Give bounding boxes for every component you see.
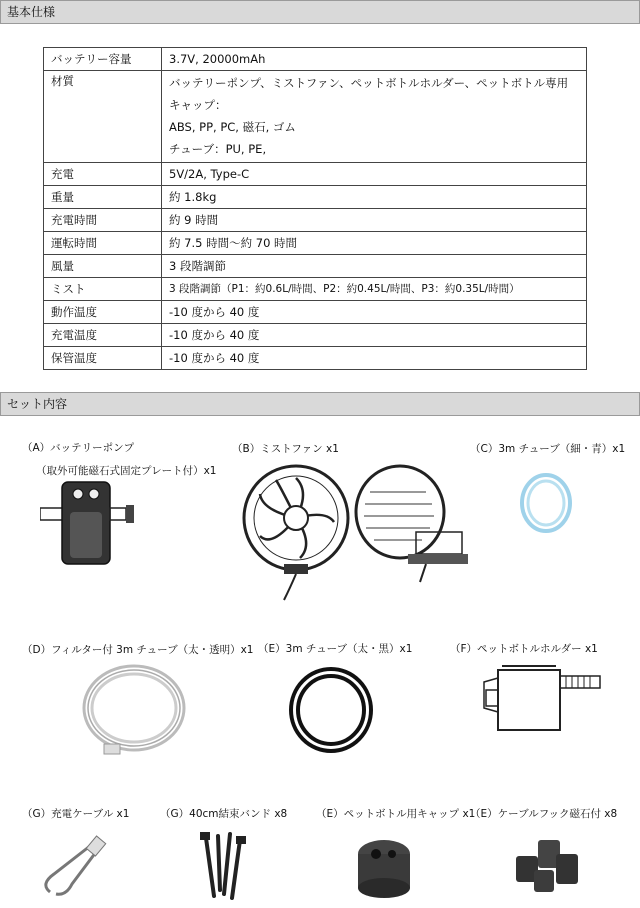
spec-label: 充電温度 (44, 324, 162, 347)
battery-pump-illustration (40, 478, 140, 570)
spec-label: 充電時間 (44, 209, 162, 232)
spec-label: 保管温度 (44, 347, 162, 370)
spec-value: -10 度から 40 度 (162, 347, 587, 370)
item-caption-e: （E）3m チューブ（太・黒）x1 (258, 643, 413, 655)
spec-value: 約 9 時間 (162, 209, 587, 232)
spec-table (43, 47, 587, 370)
item-caption-d: （D）フィルター付 3m チューブ（太・透明）x1 (22, 644, 254, 656)
spec-label: 材質 (44, 71, 162, 163)
spec-label: 重量 (44, 186, 162, 209)
item-caption-e-cap: （E）ペットボトル用キャップ x1 (316, 808, 476, 820)
spec-value: 約 7.5 時間～約 70 時間 (162, 232, 587, 255)
spec-value: 3 段階調節（P1：約0.6L/時間、P2：約0.45L/時間、P3：約0.35L/時間） (162, 278, 587, 301)
black-tube-illustration (286, 664, 376, 756)
table-row (44, 163, 587, 186)
spec-section-header (0, 0, 640, 24)
spec-value: バッテリーポンプ、ミストファン、ペットボトルホルダー、ペットボトル専用キャップ： (169, 76, 569, 112)
contents-section-header (0, 392, 640, 416)
item-caption-a-sub: （取外可能磁石式固定プレート付）x1 (36, 465, 217, 477)
spec-label: 運転時間 (44, 232, 162, 255)
item-caption-c: （C）3m チューブ（細・青）x1 (470, 443, 626, 455)
table-row (44, 301, 587, 324)
table-row (44, 186, 587, 209)
spec-value: 約 1.8kg (162, 186, 587, 209)
table-row (44, 255, 587, 278)
table-row (44, 232, 587, 255)
mist-fan-illustration (240, 462, 480, 602)
item-caption-e-hook: （E）ケーブルフック磁石付 x8 (470, 808, 618, 820)
item-caption-f: （F）ペットボトルホルダー x1 (450, 643, 598, 655)
spec-value: -10 度から 40 度 (162, 324, 587, 347)
spec-label: バッテリー容量 (44, 48, 162, 71)
item-caption-b: （B）ミストファン x1 (232, 443, 339, 455)
spec-value: 5V/2A, Type-C (162, 163, 587, 186)
cable-hooks-illustration (512, 834, 592, 896)
spec-label: 動作温度 (44, 301, 162, 324)
blue-tube-illustration (516, 470, 576, 536)
item-caption-a: （A）バッテリーポンプ (22, 442, 135, 454)
spec-label: ミスト (44, 278, 162, 301)
spec-label: 風量 (44, 255, 162, 278)
contents-section-title: セット内容 (7, 397, 68, 411)
bottle-holder-illustration (478, 660, 602, 740)
cable-ties-illustration (192, 830, 252, 902)
spec-value: 3 段階調節 (162, 255, 587, 278)
charging-cable-illustration (40, 834, 110, 900)
clear-tube-illustration (78, 660, 188, 760)
spec-value: -10 度から 40 度 (162, 301, 587, 324)
table-row (44, 48, 587, 71)
table-row (44, 347, 587, 370)
table-row (44, 324, 587, 347)
spec-value-line3: チューブ：PU, PE, (169, 142, 267, 156)
spec-label: 充電 (44, 163, 162, 186)
table-row (44, 278, 587, 301)
table-row (44, 71, 587, 163)
bottle-cap-illustration (354, 834, 414, 900)
spec-section-title: 基本仕様 (7, 5, 56, 19)
table-row (44, 209, 587, 232)
spec-value-line2: ABS, PP, PC, 磁石, ゴム (169, 120, 296, 134)
item-caption-g-cable: （G）充電ケーブル x1 (22, 808, 130, 820)
spec-value: 3.7V, 20000mAh (162, 48, 587, 71)
item-caption-g-band: （G）40cm結束バンド x8 (160, 808, 288, 820)
